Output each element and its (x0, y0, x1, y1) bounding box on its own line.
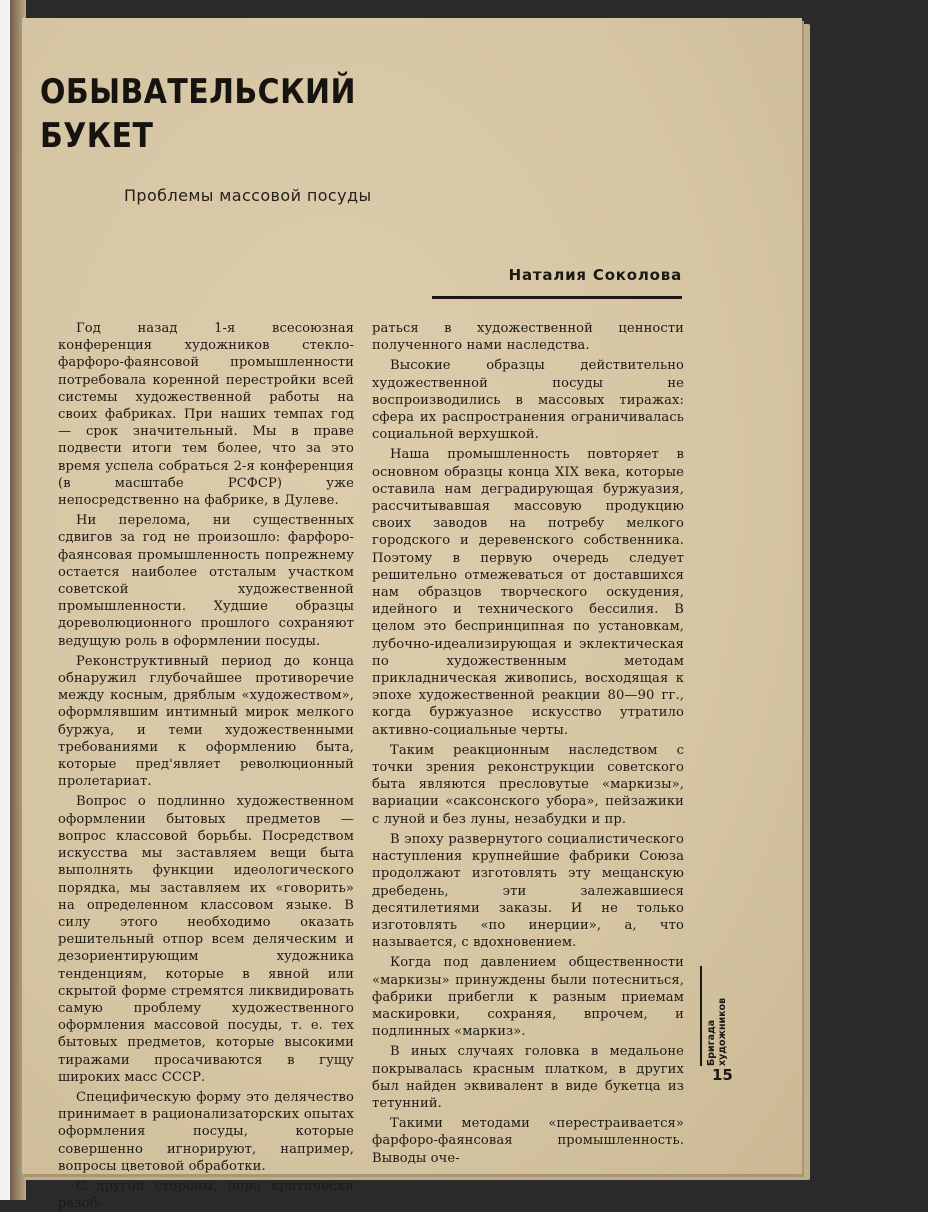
left-text-column (58, 320, 354, 1212)
paragraph: В эпоху развернутого социалистического наступления крупнейшие фабрики Союза продолжают изготовлять эту мещанскую дребедень, эти залежавшиеся десятилетиями заказы. И не только изготовлять «по инерции», а, что называется, с вдохновением. (372, 831, 684, 951)
magazine-name-line-1: Бригада (706, 1019, 717, 1066)
paragraph: Ни перелома, ни существенных сдвигов за год не произошло: фарфоро-фаянсовая промышленность попрежнему остается наиболее отсталым участком советской художественной промышленности. Худшие образцы дореволюционного прошлого сохраняют ведущую роль в оформлении посуды. (58, 513, 354, 649)
paragraph: С другой стороны, пора критически разоб- (58, 1178, 354, 1212)
paragraph: В иных случаях головка в медальоне покрывалась красным платком, в других был найден эквивалент в виде букетца из тетунний. (372, 1044, 684, 1111)
magazine-name-vertical (698, 966, 734, 1066)
paragraph: Когда под давлением общественности «маркизы» принуждены были потесниться, фабрики прибегли к разным приемам маскировки, сохраняя, впрочем, и подлинных «маркиз». (372, 955, 684, 1040)
paragraph: Реконструктивный период до конца обнаружил глубочайшее противоречие между косным, дряблым «художеством», оформлявшим интимный мирок мелкого буржуа, и теми художественными требованиями к оформлению быта, которые пред'являет революционный пролетариат. (58, 653, 354, 790)
author-name: Наталия Соколова (508, 266, 682, 284)
paragraph: Специфическую форму это делячество принимает в рационализаторских опытах оформления посуды, которые совершенно игнорируют, например, вопросы цветовой обработки. (58, 1089, 354, 1174)
paragraph: Вопрос о подлинно художественном оформлении бытовых предметов — вопрос классовой борьбы. Посредством искусства мы заставляем вещи быта выполнять функции идеологического порядка, мы заставляем их «говорить» на определенном классовом языке. В силу этого необходимо оказать решительный отпор всем деляческим и дезориентирующим художника тенденциям, которые в явной или скрытой форме стремятся ликвидировать самую проблему художественного оформления массовой посуды, т. е. тех бытовых предметов, которые высокими тиражами просачиваются в гущу широких масс СССР. (58, 794, 354, 1085)
paragraph: Наша промышленность повторяет в основном образцы конца XIX века, которые оставила нам деградирующая буржуазия, рассчитывавшая массовую продукцию своих заводов на потребу мелкого городского и деревенского собственника. Поэтому в первую очередь следует решительно отмежеваться от доставшихся нам образцов творческого оскудения, идейного и технического бессилия. В целом это беспринципная по установкам, лубочно-идеализирующая и эклектическая по художественным методам прикладническая живопись, восходящая к эпохе художественной реакции 80—90 гг., когда буржуазное искусство утратило активно-социальные черты. (372, 447, 684, 738)
magazine-page (22, 18, 802, 1212)
magazine-name-text (706, 998, 728, 1066)
paragraph: Таким реакционным наследством с точки зрения реконструкции советского быта являются пресловутые «маркизы», вариации «саксонского убора», пейзажики с луной и без луны, незабудки и пр. (372, 742, 684, 827)
right-text-column (372, 320, 684, 1167)
article-title (40, 70, 356, 158)
scan-margin (0, 0, 10, 1200)
paragraph-continuation: раться в художественной ценности полученного нами наследства. (372, 321, 684, 354)
paragraph: Такими методами «перестраивается» фарфоро-фаянсовая промышленность. Выводы оче- (372, 1116, 684, 1166)
title-line-2: БУКЕТ (40, 116, 154, 156)
title-line-1: ОБЫВАТЕЛЬСКИЙ (40, 72, 356, 112)
magazine-name-line-2: художников (717, 997, 728, 1066)
paragraph: Высокие образцы действительно художественной посуды не воспроизводились в массовых тиражах: сфера их распространения ограничивалась социальной верхушкой. (372, 358, 684, 443)
page-number: 15 (712, 1066, 733, 1084)
article-subtitle: Проблемы массовой посуды (124, 186, 372, 205)
vertical-rule (700, 966, 702, 1066)
author-underline-rule (432, 296, 682, 299)
paragraph: Год назад 1-я всесоюзная конференция художников стекло-фарфоро-фаянсовой промышленности потребовала коренной перестройки всей системы художественной работы на своих фабриках. При наших темпах год — срок значительный. Мы в праве подвести итоги тем более, что за это время успела собраться 2-я конференция (в масштабе РСФСР) уже непосредственно на фабрике, в Дулеве. (58, 321, 354, 509)
